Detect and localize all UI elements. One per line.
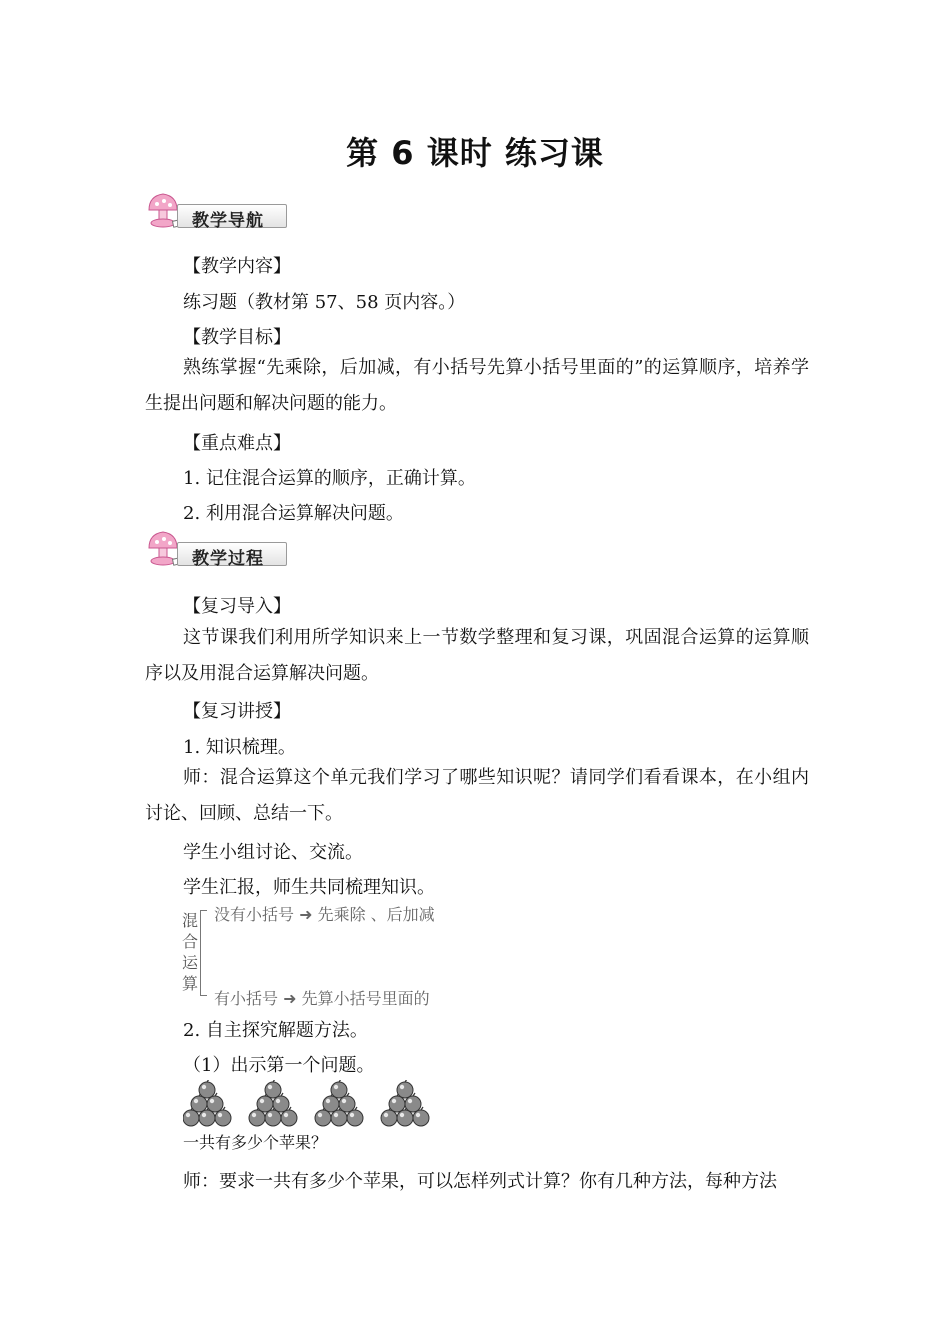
apple-icon bbox=[199, 1080, 215, 1098]
question-1-label: （1）出示第一个问题。 bbox=[183, 1055, 375, 1076]
content-text: 练习题（教材第 57、58 页内容。） bbox=[183, 292, 466, 313]
student-text-2: 学生汇报，师生共同梳理知识。 bbox=[183, 877, 435, 898]
apple-icon bbox=[265, 1080, 281, 1098]
diagram-row-parentheses: 有小括号 ➜ 先算小括号里面的 bbox=[214, 989, 430, 1008]
section-banner-guide bbox=[143, 190, 291, 234]
student-text-1: 学生小组讨论、交流。 bbox=[183, 842, 363, 863]
teacher-text-1: 师：混合运算这个单元我们学习了哪些知识呢？请同学们看看课本，在小组内讨论、回顾、总结一下。 bbox=[145, 767, 809, 824]
apple-group bbox=[249, 1080, 297, 1126]
label-content: 【教学内容】 bbox=[183, 256, 291, 277]
section-banner-bar bbox=[177, 204, 287, 231]
apples-illustration bbox=[183, 1080, 443, 1128]
diagram-row-no-parentheses: 没有小括号 ➜ 先乘除 、后加减 bbox=[214, 905, 435, 924]
label-key: 【重点难点】 bbox=[183, 433, 291, 454]
lecture-step-2: 2. 自主探究解题方法。 bbox=[183, 1020, 368, 1041]
section-title-process: 教学过程 bbox=[192, 549, 264, 569]
intro-text: 这节课我们利用所学知识来上一节数学整理和复习课，巩固混合运算的运算顺序以及用混合运算解决问题。 bbox=[145, 627, 809, 684]
label-lecture: 【复习讲授】 bbox=[183, 701, 291, 722]
key-point-1: 1. 记住混合运算的顺序，正确计算。 bbox=[183, 468, 476, 489]
section-title-guide: 教学导航 bbox=[192, 211, 264, 231]
apple-group bbox=[315, 1080, 363, 1126]
section-banner-bar bbox=[177, 542, 287, 569]
knowledge-diagram bbox=[176, 900, 476, 1008]
section-banner-process bbox=[143, 528, 291, 572]
goal-text: 熟练掌握“先乘除，后加减，有小括号先算小括号里面的”的运算顺序，培养学生提出问题和解决问题的能力。 bbox=[145, 357, 809, 414]
apple-icon bbox=[331, 1080, 347, 1098]
label-goal: 【教学目标】 bbox=[183, 327, 291, 348]
key-point-2: 2. 利用混合运算解决问题。 bbox=[183, 503, 404, 524]
label-intro: 【复习导入】 bbox=[183, 596, 291, 617]
diagram-label: 混合运算 bbox=[182, 911, 199, 993]
apple-group bbox=[183, 1080, 231, 1126]
apple-icon bbox=[397, 1080, 413, 1098]
diagram-brace bbox=[200, 910, 207, 996]
page-title: 第 6 课时 练习课 bbox=[346, 134, 604, 172]
lecture-step-1: 1. 知识梳理。 bbox=[183, 737, 296, 758]
teacher-text-2: 师：要求一共有多少个苹果，可以怎样列式计算？你有几种方法，每种方法 bbox=[183, 1171, 777, 1192]
apple-question-caption: 一共有多少个苹果？ bbox=[183, 1133, 328, 1152]
apple-group bbox=[381, 1080, 429, 1126]
